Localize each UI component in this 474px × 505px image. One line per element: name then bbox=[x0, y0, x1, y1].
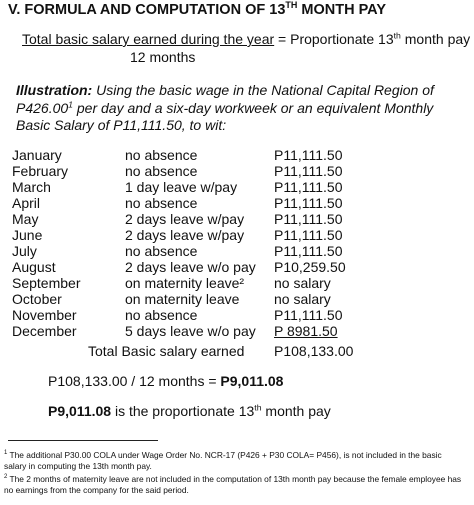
month-cell: September bbox=[12, 275, 81, 291]
month-cell: December bbox=[12, 323, 77, 339]
status-cell: 2 days leave w/pay bbox=[125, 211, 245, 227]
footnote-2: $^2$ The 2 months of maternity leave are not included in the computation of 13th month pay because the female employee has no earnings from the company for the said period. bbox=[4, 473, 462, 495]
status-cell: 1 day leave w/pay bbox=[125, 179, 238, 195]
amount-cell: P10,259.50 bbox=[274, 259, 346, 275]
amount-cell: P 8981.50 bbox=[274, 323, 338, 339]
formula-numerator: Total basic salary earned during the year bbox=[22, 31, 275, 47]
amount-cell: no salary bbox=[274, 291, 331, 307]
conclusion-amount: P9,011.08 bbox=[48, 403, 112, 419]
month-cell: November bbox=[12, 307, 77, 323]
footnote-divider bbox=[8, 440, 158, 441]
status-cell: no absence bbox=[125, 163, 198, 179]
status-cell: on maternity leave bbox=[125, 291, 240, 307]
formula-line: Total basic salary earned during the year = Proportionate 13th month pay bbox=[22, 30, 471, 47]
table-row bbox=[0, 275, 474, 291]
total-label: Total Basic salary earned bbox=[88, 343, 245, 359]
footnote-1: $^1$ The additional P30.00 COLA under Wage Order No. NCR-17 (P426 + P30 COLA= P456), is not included in the basic salary in computing the 13th month pay. bbox=[4, 449, 442, 471]
status-cell: no absence bbox=[125, 195, 198, 211]
table-row bbox=[0, 163, 474, 179]
status-cell: 2 days leave w/pay bbox=[125, 227, 245, 243]
illustration-paragraph: Illustration: Using the basic wage in the National Capital Region of P426.00$^1$ per day and a six-day workweek or an equivalent Monthly Basic Salary of P11,111.50, to wit: bbox=[16, 82, 434, 133]
table-row bbox=[0, 291, 474, 307]
formula-denominator: 12 months bbox=[130, 49, 196, 65]
conclusion-line: P9,011.08 is the proportionate 13th month pay bbox=[48, 402, 331, 419]
amount-cell: P11,111.50 bbox=[274, 195, 343, 211]
table-row bbox=[0, 179, 474, 195]
computation-result: P9,011.08 bbox=[220, 373, 284, 389]
table-row bbox=[0, 147, 474, 163]
status-cell: 5 days leave w/o pay bbox=[125, 323, 256, 339]
status-cell: no absence bbox=[125, 243, 198, 259]
amount-cell: P11,111.50 bbox=[274, 179, 343, 195]
status-cell: no absence bbox=[125, 147, 198, 163]
status-cell: on maternity leave² bbox=[125, 275, 245, 291]
table-row bbox=[0, 323, 474, 339]
computation-line: P108,133.00 / 12 months = P9,011.08 bbox=[48, 373, 284, 389]
month-cell: June bbox=[12, 227, 43, 243]
month-cell: January bbox=[12, 147, 62, 163]
table-row bbox=[0, 243, 474, 259]
table-row bbox=[0, 195, 474, 211]
month-cell: May bbox=[12, 211, 39, 227]
table-row bbox=[0, 211, 474, 227]
status-cell: 2 days leave w/o pay bbox=[125, 259, 256, 275]
section-heading: V. FORMULA AND COMPUTATION OF 13TH MONTH PAY bbox=[8, 0, 386, 18]
month-cell: October bbox=[12, 291, 62, 307]
table-row bbox=[0, 227, 474, 243]
table-row bbox=[0, 259, 474, 275]
amount-cell: P11,111.50 bbox=[274, 163, 343, 179]
month-cell: July bbox=[12, 243, 37, 259]
amount-cell: P11,111.50 bbox=[274, 147, 343, 163]
total-amount: P108,133.00 bbox=[274, 343, 354, 359]
amount-cell: P11,111.50 bbox=[274, 243, 343, 259]
status-cell: no absence bbox=[125, 307, 198, 323]
amount-cell: no salary bbox=[274, 275, 331, 291]
month-cell: April bbox=[12, 195, 41, 211]
month-cell: February bbox=[12, 163, 69, 179]
table-row bbox=[0, 307, 474, 323]
amount-cell: P11,111.50 bbox=[274, 227, 343, 243]
illustration-label: Illustration: bbox=[16, 82, 93, 98]
amount-cell: P11,111.50 bbox=[274, 211, 343, 227]
month-cell: August bbox=[12, 259, 56, 275]
amount-cell: P11,111.50 bbox=[274, 307, 343, 323]
month-cell: March bbox=[12, 179, 51, 195]
